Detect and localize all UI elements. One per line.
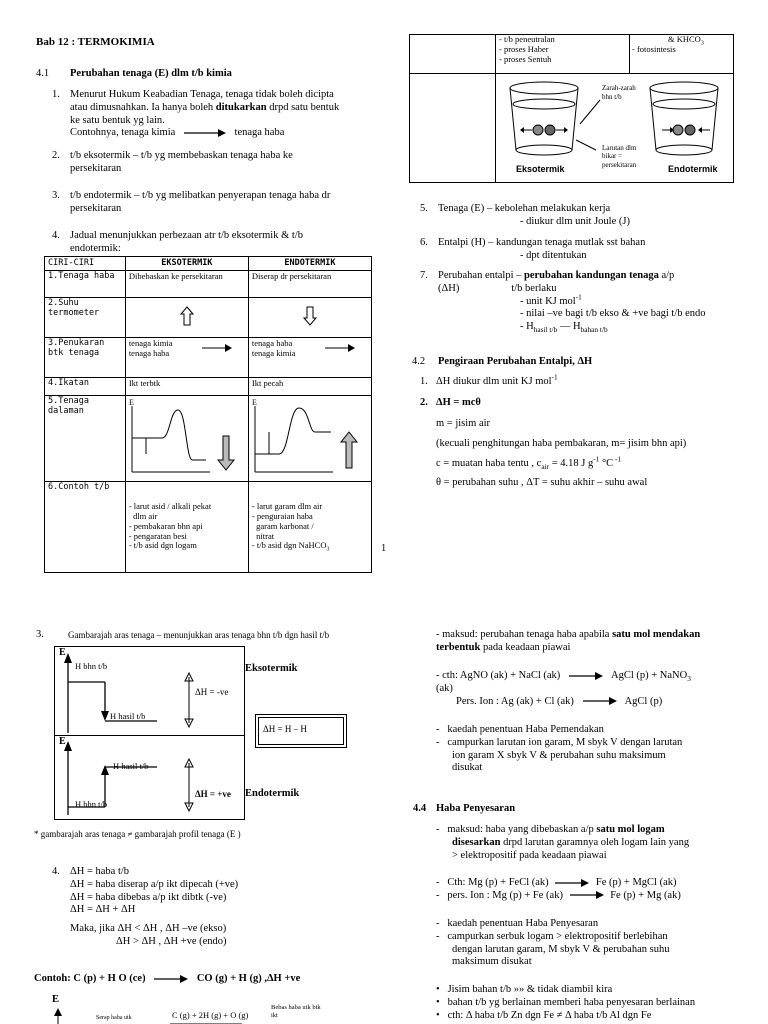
table-cell: tenaga haba tenaga kimia	[248, 338, 371, 378]
arrow-right-icon	[555, 879, 589, 887]
table-cell	[248, 396, 371, 482]
item-6: Entalpi (H) – kandungan tenaga mutlak sst bahan - dpt ditentukan	[438, 237, 646, 261]
diagram-label: persekitaran	[602, 161, 637, 169]
axis-label: E	[59, 647, 66, 658]
displacement-example: - Cth: Mg (p) + FeCl (ak) Fe (p) + MgCl (ak) - pers. Ion : Mg (p) + Fe (ak) Fe (p) + Mg (ak)	[436, 877, 681, 901]
table-cell	[248, 298, 371, 338]
table-cell: 6.Contoh t/b	[45, 481, 126, 572]
diagram-label: Endotermik	[668, 164, 718, 174]
table-cell: 4.Ikatan	[45, 378, 126, 396]
diagram-label: Bebas haba utk btk ikt	[271, 1004, 321, 1020]
axis-label: E	[128, 398, 134, 407]
table-cell: 3.Penukaran btk tenaga	[45, 338, 126, 378]
section-title: Pengiraan Perubahan Entalpi, ΔH	[438, 356, 593, 367]
precipitation-definition: - maksud: perubahan tenaga haba apabila satu mol mendakan terbentuk pada keadaan piawai	[436, 629, 701, 653]
item-1	[70, 89, 390, 140]
comparison-table	[44, 256, 372, 573]
axis-label: E	[59, 736, 66, 747]
arrow-right-icon	[154, 975, 188, 983]
axis-label: E	[251, 398, 257, 407]
arrow-right-icon	[325, 344, 355, 352]
text-line: atau dimusnahkan. Ia hanya boleh ditukarkan drpd satu bentuk	[70, 101, 340, 113]
page-number: 1	[381, 543, 387, 554]
item-4-definitions: ΔH = haba t/b ΔH = haba diserap a/p ikt dipecah (+ve) ΔH = haba dibebas a/p ikt dibtk (-ve) ΔH = ΔH + ΔH Maka, jika ΔH < ΔH , ΔH –ve (ekso) ΔH > ΔH , ΔH +ve (endo)	[70, 866, 239, 947]
table-cell: Dibebaskan ke persekitaran	[125, 271, 248, 298]
text-line: ΔH diukur dlm unit KJ mol$^{-1}$	[436, 372, 558, 387]
formula-box: ΔH = H – H	[255, 714, 347, 748]
section-number: 4.2	[412, 356, 426, 367]
item-number: 2.	[52, 150, 60, 161]
energy-level-diagram	[54, 646, 245, 820]
item-number: 6.	[420, 237, 428, 248]
item-number: 3.	[52, 190, 60, 201]
item-2: t/b eksotermik – t/b yg membebaskan tenaga haba ke persekitaran	[70, 150, 293, 174]
footnote: * gambarajah aras tenaga ≠ gambarajah profil tenaga (E )	[34, 829, 241, 839]
text-line: Gambarajah aras tenaga – menunjukkan aras tenaga bhn t/b dgn hasil t/b	[68, 630, 330, 640]
diagram-label: Eksotermik	[516, 164, 565, 174]
bullet-list: • Jisim bahan t/b »» & tidak diambil kira • bahan t/b yg berlainan memberi haba penyesaran berlainan • cth: Δ haba t/b Zn dgn Fe ≠ Δ haba t/b Al dgn Fe	[436, 984, 696, 1021]
table-cell: 5.Tenaga dalaman	[45, 396, 126, 482]
table-cell	[125, 298, 248, 338]
diagram-label: Larutan dlm	[602, 144, 637, 152]
chapter-title: Bab 12 : TERMOKIMIA	[36, 36, 155, 48]
level-label: H bhn t/b	[75, 799, 108, 809]
text-line: Contohnya, tenaga kimia tenaga haba	[70, 127, 285, 139]
item-number: 2.	[420, 397, 428, 408]
table-cell: - t/b peneutralan - proses Haber - proses Sentuh	[499, 34, 555, 64]
displacement-method: - kaedah penentuan Haba Penyesaran - campurkan serbuk logam > elektropositif berlebihan dengan larutan garam, M sbyk V & perubahan suhu maksimum disukat	[436, 918, 670, 968]
axis-label: E	[52, 994, 60, 1005]
table-cell: - larut garam dlm air - penguraian haba garam karbonat / nitrat - t/b asid dgn NaHCO$_3$	[248, 481, 371, 572]
table-cell: Diserap dr persekitaran	[248, 271, 371, 298]
table-header: CIRI-CIRI	[45, 257, 126, 271]
precipitation-example: - cth: AgNO (ak) + NaCl (ak) AgCl (p) + NaNO$_3$ (ak) Pers. Ion : Ag (ak) + Cl (ak) AgCl (p)	[436, 670, 691, 707]
table-header: ENDOTERMIK	[248, 257, 371, 271]
item-number: 7.	[420, 270, 428, 281]
method-list: - kaedah penentuan Haba Pemendakan - campurkan larutan ion garam, M sbyk V dengan larutan ion garam X sbyk V & perubahan suhu maksimum disukat	[436, 724, 683, 774]
diagram-label: Zarah-zarah	[602, 84, 636, 92]
diagram-label: Eksotermik	[245, 663, 298, 674]
text-line: ke satu bentuk yg lain.	[70, 114, 165, 126]
arrow-right-icon	[570, 891, 604, 899]
table-cell: 1.Tenaga haba	[45, 271, 126, 298]
arrow-down-icon	[303, 306, 317, 326]
text-line: θ = perubahan suhu , ΔT = suhu akhir – suhu awal	[436, 477, 648, 488]
delta-h-label: ΔH = -ve	[195, 687, 229, 697]
table-cell: & $KHCO_3$ - fotosintesis	[632, 34, 704, 54]
diagram-label: Serap haba utk	[96, 1015, 132, 1021]
beaker-diagram	[496, 74, 732, 181]
item-number: 3.	[36, 629, 44, 640]
level-label: H hasil t/b	[110, 711, 146, 721]
table-cell: - larut asid / alkali pekat dlm air - pembakaran bhn api - pengaratan besi - t/b asid dgn logam	[125, 481, 248, 572]
arrow-right-icon	[184, 129, 226, 137]
item-number: 1.	[420, 376, 428, 387]
diagram-label: C (g) + 2H (g) + O (g)	[172, 1010, 249, 1020]
section-number: 4.4	[413, 803, 427, 814]
arrow-right-icon	[569, 672, 603, 680]
section-title: Haba Penyesaran	[436, 803, 516, 814]
section-title: Perubahan tenaga (E) dlm t/b kimia	[70, 68, 232, 79]
table-cell: Ikt terbtk	[125, 378, 248, 396]
level-label: H hasil t/b	[113, 761, 149, 771]
table-header: EKSOTERMIK	[125, 257, 248, 271]
diagram-label: bikar =	[602, 152, 623, 160]
text-line: Menurut Hukum Keabadian Tenaga, tenaga tidak boleh dicipta	[70, 89, 334, 100]
item-3: t/b endotermik – t/b yg melibatkan penyerapan tenaga haba dr persekitaran	[70, 190, 331, 214]
item-number: 5.	[420, 203, 428, 214]
section-number: 4.1	[36, 68, 50, 79]
item-7: Perubahan entalpi – perubahan kandungan tenaga a/p (ΔH) t/b berlaku - unit KJ mol$^{-1}$ - nilai –ve bagi t/b ekso & +ve bagi t/b endo - $H_{hasil t/b}$ — $H_{bahan t/b}$	[438, 270, 706, 335]
arrow-right-icon	[202, 344, 232, 352]
arrow-up-icon	[180, 306, 194, 326]
displacement-definition: - maksud: haba yang dibebaskan a/p satu mol logam disesarkan drpd larutan garamnya oleh logam lain yang > elektropositif pada keadaan piawai	[436, 824, 690, 861]
text-line: m = jisim air	[436, 418, 491, 429]
item-number: 1.	[52, 89, 60, 100]
table-cell: tenaga kimia tenaga haba	[125, 338, 248, 378]
item-number: 4.	[52, 230, 60, 241]
example-reaction: Contoh: C (p) + H O (ce) CO (g) + H (g) ,ΔH +ve	[34, 973, 301, 984]
energy-profile-endo	[249, 396, 367, 478]
item-5: Tenaga (E) – kebolehan melakukan kerja - diukur dlm unit Joule (J)	[438, 203, 630, 227]
table-cell: Ikt pecah	[248, 378, 371, 396]
text-line: c = muatan haba tentu , $c_{air} = 4.18$ J $g^{-1}$ °C $^{-1}$	[436, 454, 622, 472]
continued-table	[409, 34, 734, 183]
diagram-label: bhn t/b	[602, 93, 622, 101]
table-cell	[125, 396, 248, 482]
item-4: Jadual menunjukkan perbezaan atr t/b eksotermik & t/b endotermik:	[70, 230, 303, 254]
diagram-label: Endotermik	[245, 788, 300, 799]
arrow-right-icon	[583, 697, 617, 705]
energy-profile-exo	[126, 396, 244, 478]
formula: ΔH = mcθ	[436, 397, 481, 408]
table-cell: 2.Suhu termometer	[45, 298, 126, 338]
delta-h-label: ΔH = +ve	[195, 789, 231, 799]
item-number: 4.	[52, 866, 60, 877]
text-line: (kecuali penghitungan haba pembakaran, m= jisim bhn api)	[436, 438, 687, 449]
level-label: H bhn t/b	[75, 661, 108, 671]
